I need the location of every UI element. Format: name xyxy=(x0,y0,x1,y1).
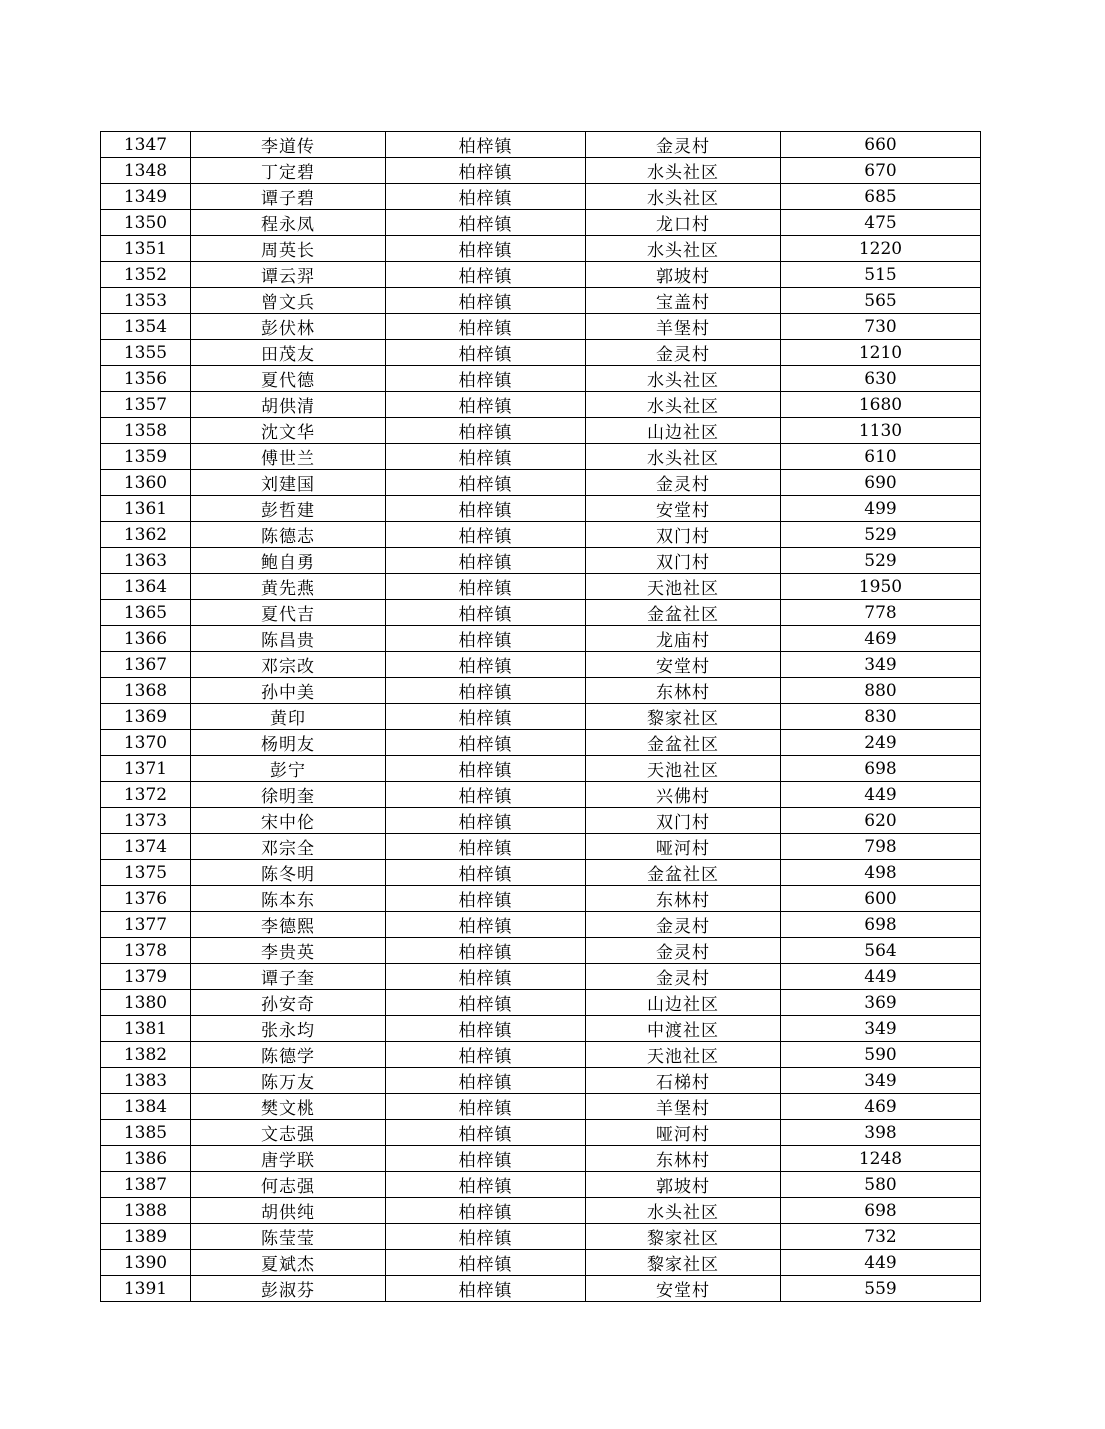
amount-cell: 698 xyxy=(781,912,981,938)
town-cell: 柏梓镇 xyxy=(386,548,586,574)
name-cell: 鲍自勇 xyxy=(191,548,386,574)
serial-cell: 1367 xyxy=(101,652,191,678)
table-row xyxy=(101,938,981,964)
name-cell: 田茂友 xyxy=(191,340,386,366)
town-cell: 柏梓镇 xyxy=(386,132,586,158)
amount-cell: 610 xyxy=(781,444,981,470)
table-row xyxy=(101,210,981,236)
serial-cell: 1348 xyxy=(101,158,191,184)
amount-cell: 349 xyxy=(781,652,981,678)
town-cell: 柏梓镇 xyxy=(386,366,586,392)
serial-cell: 1378 xyxy=(101,938,191,964)
serial-cell: 1373 xyxy=(101,808,191,834)
name-cell: 樊文桃 xyxy=(191,1094,386,1120)
village-cell: 羊堡村 xyxy=(586,1094,781,1120)
town-cell: 柏梓镇 xyxy=(386,262,586,288)
amount-cell: 1210 xyxy=(781,340,981,366)
serial-cell: 1366 xyxy=(101,626,191,652)
serial-cell: 1349 xyxy=(101,184,191,210)
name-cell: 夏代吉 xyxy=(191,600,386,626)
serial-cell: 1370 xyxy=(101,730,191,756)
village-cell: 龙庙村 xyxy=(586,626,781,652)
village-cell: 金灵村 xyxy=(586,938,781,964)
serial-cell: 1356 xyxy=(101,366,191,392)
town-cell: 柏梓镇 xyxy=(386,340,586,366)
table-row xyxy=(101,600,981,626)
amount-cell: 369 xyxy=(781,990,981,1016)
name-cell: 孙安奇 xyxy=(191,990,386,1016)
table-row xyxy=(101,340,981,366)
name-cell: 谭云羿 xyxy=(191,262,386,288)
serial-cell: 1352 xyxy=(101,262,191,288)
town-cell: 柏梓镇 xyxy=(386,184,586,210)
village-cell: 石梯村 xyxy=(586,1068,781,1094)
name-cell: 彭淑芬 xyxy=(191,1276,386,1302)
table-row xyxy=(101,236,981,262)
serial-cell: 1350 xyxy=(101,210,191,236)
town-cell: 柏梓镇 xyxy=(386,756,586,782)
name-cell: 陈莹莹 xyxy=(191,1224,386,1250)
name-cell: 陈本东 xyxy=(191,886,386,912)
amount-cell: 630 xyxy=(781,366,981,392)
village-cell: 哑河村 xyxy=(586,1120,781,1146)
town-cell: 柏梓镇 xyxy=(386,210,586,236)
name-cell: 刘建国 xyxy=(191,470,386,496)
table-row xyxy=(101,158,981,184)
amount-cell: 798 xyxy=(781,834,981,860)
amount-cell: 398 xyxy=(781,1120,981,1146)
name-cell: 文志强 xyxy=(191,1120,386,1146)
table-row xyxy=(101,1250,981,1276)
town-cell: 柏梓镇 xyxy=(386,1224,586,1250)
serial-cell: 1388 xyxy=(101,1198,191,1224)
serial-cell: 1382 xyxy=(101,1042,191,1068)
amount-cell: 660 xyxy=(781,132,981,158)
town-cell: 柏梓镇 xyxy=(386,1016,586,1042)
serial-cell: 1379 xyxy=(101,964,191,990)
amount-cell: 469 xyxy=(781,1094,981,1120)
village-cell: 龙口村 xyxy=(586,210,781,236)
table-row xyxy=(101,834,981,860)
amount-cell: 449 xyxy=(781,1250,981,1276)
table-row xyxy=(101,1172,981,1198)
town-cell: 柏梓镇 xyxy=(386,1276,586,1302)
name-cell: 彭宁 xyxy=(191,756,386,782)
amount-cell: 1220 xyxy=(781,236,981,262)
name-cell: 谭子奎 xyxy=(191,964,386,990)
village-cell: 东林村 xyxy=(586,1146,781,1172)
town-cell: 柏梓镇 xyxy=(386,600,586,626)
amount-cell: 449 xyxy=(781,964,981,990)
table-row xyxy=(101,912,981,938)
village-cell: 宝盖村 xyxy=(586,288,781,314)
name-cell: 夏代德 xyxy=(191,366,386,392)
town-cell: 柏梓镇 xyxy=(386,964,586,990)
village-cell: 安堂村 xyxy=(586,1276,781,1302)
serial-cell: 1369 xyxy=(101,704,191,730)
village-cell: 天池社区 xyxy=(586,1042,781,1068)
serial-cell: 1360 xyxy=(101,470,191,496)
amount-cell: 685 xyxy=(781,184,981,210)
village-cell: 水头社区 xyxy=(586,392,781,418)
amount-cell: 730 xyxy=(781,314,981,340)
village-cell: 天池社区 xyxy=(586,756,781,782)
table-row xyxy=(101,418,981,444)
table-row xyxy=(101,990,981,1016)
amount-cell: 600 xyxy=(781,886,981,912)
name-cell: 杨明友 xyxy=(191,730,386,756)
village-cell: 金盆社区 xyxy=(586,600,781,626)
amount-cell: 249 xyxy=(781,730,981,756)
town-cell: 柏梓镇 xyxy=(386,522,586,548)
name-cell: 陈冬明 xyxy=(191,860,386,886)
serial-cell: 1368 xyxy=(101,678,191,704)
amount-cell: 565 xyxy=(781,288,981,314)
table-row xyxy=(101,548,981,574)
name-cell: 黄先燕 xyxy=(191,574,386,600)
amount-cell: 1248 xyxy=(781,1146,981,1172)
serial-cell: 1381 xyxy=(101,1016,191,1042)
village-cell: 双门村 xyxy=(586,548,781,574)
table-row xyxy=(101,886,981,912)
town-cell: 柏梓镇 xyxy=(386,1094,586,1120)
village-cell: 水头社区 xyxy=(586,184,781,210)
village-cell: 安堂村 xyxy=(586,652,781,678)
amount-cell: 1680 xyxy=(781,392,981,418)
town-cell: 柏梓镇 xyxy=(386,470,586,496)
village-cell: 水头社区 xyxy=(586,236,781,262)
table-row xyxy=(101,964,981,990)
village-cell: 郭坡村 xyxy=(586,1172,781,1198)
amount-cell: 498 xyxy=(781,860,981,886)
town-cell: 柏梓镇 xyxy=(386,1068,586,1094)
serial-cell: 1351 xyxy=(101,236,191,262)
village-cell: 水头社区 xyxy=(586,158,781,184)
table-row xyxy=(101,730,981,756)
town-cell: 柏梓镇 xyxy=(386,860,586,886)
village-cell: 水头社区 xyxy=(586,1198,781,1224)
town-cell: 柏梓镇 xyxy=(386,808,586,834)
table-row xyxy=(101,860,981,886)
amount-cell: 515 xyxy=(781,262,981,288)
serial-cell: 1385 xyxy=(101,1120,191,1146)
amount-cell: 778 xyxy=(781,600,981,626)
serial-cell: 1355 xyxy=(101,340,191,366)
name-cell: 李贵英 xyxy=(191,938,386,964)
town-cell: 柏梓镇 xyxy=(386,1172,586,1198)
serial-cell: 1380 xyxy=(101,990,191,1016)
table-row xyxy=(101,1042,981,1068)
amount-cell: 590 xyxy=(781,1042,981,1068)
table-row xyxy=(101,1224,981,1250)
serial-cell: 1391 xyxy=(101,1276,191,1302)
town-cell: 柏梓镇 xyxy=(386,652,586,678)
table-row xyxy=(101,652,981,678)
village-cell: 金盆社区 xyxy=(586,730,781,756)
village-cell: 金灵村 xyxy=(586,964,781,990)
serial-cell: 1357 xyxy=(101,392,191,418)
name-cell: 徐明奎 xyxy=(191,782,386,808)
town-cell: 柏梓镇 xyxy=(386,1120,586,1146)
table-row xyxy=(101,678,981,704)
table-row xyxy=(101,288,981,314)
amount-cell: 698 xyxy=(781,1198,981,1224)
village-cell: 金灵村 xyxy=(586,912,781,938)
name-cell: 何志强 xyxy=(191,1172,386,1198)
data-table xyxy=(100,131,981,1302)
name-cell: 谭子碧 xyxy=(191,184,386,210)
town-cell: 柏梓镇 xyxy=(386,1042,586,1068)
village-cell: 水头社区 xyxy=(586,444,781,470)
table-row xyxy=(101,1276,981,1302)
name-cell: 夏斌杰 xyxy=(191,1250,386,1276)
town-cell: 柏梓镇 xyxy=(386,938,586,964)
name-cell: 张永均 xyxy=(191,1016,386,1042)
serial-cell: 1363 xyxy=(101,548,191,574)
table-row xyxy=(101,392,981,418)
amount-cell: 830 xyxy=(781,704,981,730)
village-cell: 东林村 xyxy=(586,886,781,912)
serial-cell: 1371 xyxy=(101,756,191,782)
serial-cell: 1347 xyxy=(101,132,191,158)
amount-cell: 529 xyxy=(781,548,981,574)
serial-cell: 1383 xyxy=(101,1068,191,1094)
village-cell: 金灵村 xyxy=(586,340,781,366)
serial-cell: 1375 xyxy=(101,860,191,886)
amount-cell: 349 xyxy=(781,1068,981,1094)
table-row xyxy=(101,1016,981,1042)
town-cell: 柏梓镇 xyxy=(386,1146,586,1172)
amount-cell: 499 xyxy=(781,496,981,522)
table-row xyxy=(101,626,981,652)
amount-cell: 580 xyxy=(781,1172,981,1198)
table-row xyxy=(101,132,981,158)
town-cell: 柏梓镇 xyxy=(386,626,586,652)
town-cell: 柏梓镇 xyxy=(386,990,586,1016)
table-row xyxy=(101,366,981,392)
name-cell: 丁定碧 xyxy=(191,158,386,184)
village-cell: 水头社区 xyxy=(586,366,781,392)
serial-cell: 1384 xyxy=(101,1094,191,1120)
serial-cell: 1364 xyxy=(101,574,191,600)
serial-cell: 1376 xyxy=(101,886,191,912)
name-cell: 陈万友 xyxy=(191,1068,386,1094)
amount-cell: 564 xyxy=(781,938,981,964)
name-cell: 胡供纯 xyxy=(191,1198,386,1224)
town-cell: 柏梓镇 xyxy=(386,704,586,730)
town-cell: 柏梓镇 xyxy=(386,1250,586,1276)
amount-cell: 670 xyxy=(781,158,981,184)
name-cell: 李道传 xyxy=(191,132,386,158)
table-row xyxy=(101,756,981,782)
town-cell: 柏梓镇 xyxy=(386,444,586,470)
table-row xyxy=(101,782,981,808)
village-cell: 金盆社区 xyxy=(586,860,781,886)
amount-cell: 1130 xyxy=(781,418,981,444)
amount-cell: 529 xyxy=(781,522,981,548)
serial-cell: 1361 xyxy=(101,496,191,522)
village-cell: 黎家社区 xyxy=(586,704,781,730)
name-cell: 陈德志 xyxy=(191,522,386,548)
serial-cell: 1365 xyxy=(101,600,191,626)
village-cell: 天池社区 xyxy=(586,574,781,600)
table-body xyxy=(101,132,981,1302)
amount-cell: 690 xyxy=(781,470,981,496)
amount-cell: 449 xyxy=(781,782,981,808)
table-row xyxy=(101,1094,981,1120)
town-cell: 柏梓镇 xyxy=(386,496,586,522)
town-cell: 柏梓镇 xyxy=(386,158,586,184)
serial-cell: 1362 xyxy=(101,522,191,548)
name-cell: 李德熙 xyxy=(191,912,386,938)
serial-cell: 1377 xyxy=(101,912,191,938)
town-cell: 柏梓镇 xyxy=(386,418,586,444)
table-row xyxy=(101,574,981,600)
town-cell: 柏梓镇 xyxy=(386,236,586,262)
village-cell: 双门村 xyxy=(586,808,781,834)
town-cell: 柏梓镇 xyxy=(386,574,586,600)
name-cell: 沈文华 xyxy=(191,418,386,444)
amount-cell: 349 xyxy=(781,1016,981,1042)
village-cell: 羊堡村 xyxy=(586,314,781,340)
table-row xyxy=(101,1068,981,1094)
town-cell: 柏梓镇 xyxy=(386,834,586,860)
village-cell: 郭坡村 xyxy=(586,262,781,288)
name-cell: 彭伏林 xyxy=(191,314,386,340)
town-cell: 柏梓镇 xyxy=(386,288,586,314)
table-row xyxy=(101,1198,981,1224)
name-cell: 陈德学 xyxy=(191,1042,386,1068)
serial-cell: 1353 xyxy=(101,288,191,314)
table-row xyxy=(101,522,981,548)
amount-cell: 880 xyxy=(781,678,981,704)
amount-cell: 698 xyxy=(781,756,981,782)
village-cell: 黎家社区 xyxy=(586,1250,781,1276)
town-cell: 柏梓镇 xyxy=(386,678,586,704)
serial-cell: 1354 xyxy=(101,314,191,340)
town-cell: 柏梓镇 xyxy=(386,912,586,938)
serial-cell: 1386 xyxy=(101,1146,191,1172)
table-row xyxy=(101,184,981,210)
village-cell: 兴佛村 xyxy=(586,782,781,808)
village-cell: 中渡社区 xyxy=(586,1016,781,1042)
village-cell: 双门村 xyxy=(586,522,781,548)
table-row xyxy=(101,1120,981,1146)
serial-cell: 1374 xyxy=(101,834,191,860)
amount-cell: 469 xyxy=(781,626,981,652)
table-row xyxy=(101,1146,981,1172)
table-row xyxy=(101,704,981,730)
village-cell: 安堂村 xyxy=(586,496,781,522)
amount-cell: 475 xyxy=(781,210,981,236)
amount-cell: 1950 xyxy=(781,574,981,600)
village-cell: 山边社区 xyxy=(586,990,781,1016)
name-cell: 周英长 xyxy=(191,236,386,262)
name-cell: 孙中美 xyxy=(191,678,386,704)
serial-cell: 1389 xyxy=(101,1224,191,1250)
village-cell: 金灵村 xyxy=(586,132,781,158)
amount-cell: 732 xyxy=(781,1224,981,1250)
name-cell: 彭哲建 xyxy=(191,496,386,522)
name-cell: 黄印 xyxy=(191,704,386,730)
town-cell: 柏梓镇 xyxy=(386,392,586,418)
village-cell: 金灵村 xyxy=(586,470,781,496)
village-cell: 山边社区 xyxy=(586,418,781,444)
name-cell: 胡供清 xyxy=(191,392,386,418)
table-row xyxy=(101,314,981,340)
serial-cell: 1387 xyxy=(101,1172,191,1198)
table-row xyxy=(101,496,981,522)
name-cell: 邓宗全 xyxy=(191,834,386,860)
town-cell: 柏梓镇 xyxy=(386,1198,586,1224)
table-row xyxy=(101,808,981,834)
village-cell: 哑河村 xyxy=(586,834,781,860)
table-row xyxy=(101,262,981,288)
serial-cell: 1359 xyxy=(101,444,191,470)
table-row xyxy=(101,470,981,496)
name-cell: 宋中伦 xyxy=(191,808,386,834)
town-cell: 柏梓镇 xyxy=(386,886,586,912)
name-cell: 唐学联 xyxy=(191,1146,386,1172)
name-cell: 曾文兵 xyxy=(191,288,386,314)
serial-cell: 1390 xyxy=(101,1250,191,1276)
town-cell: 柏梓镇 xyxy=(386,782,586,808)
name-cell: 陈昌贵 xyxy=(191,626,386,652)
name-cell: 程永凤 xyxy=(191,210,386,236)
amount-cell: 559 xyxy=(781,1276,981,1302)
name-cell: 邓宗改 xyxy=(191,652,386,678)
town-cell: 柏梓镇 xyxy=(386,730,586,756)
town-cell: 柏梓镇 xyxy=(386,314,586,340)
table-row xyxy=(101,444,981,470)
village-cell: 黎家社区 xyxy=(586,1224,781,1250)
village-cell: 东林村 xyxy=(586,678,781,704)
amount-cell: 620 xyxy=(781,808,981,834)
serial-cell: 1372 xyxy=(101,782,191,808)
serial-cell: 1358 xyxy=(101,418,191,444)
name-cell: 傅世兰 xyxy=(191,444,386,470)
